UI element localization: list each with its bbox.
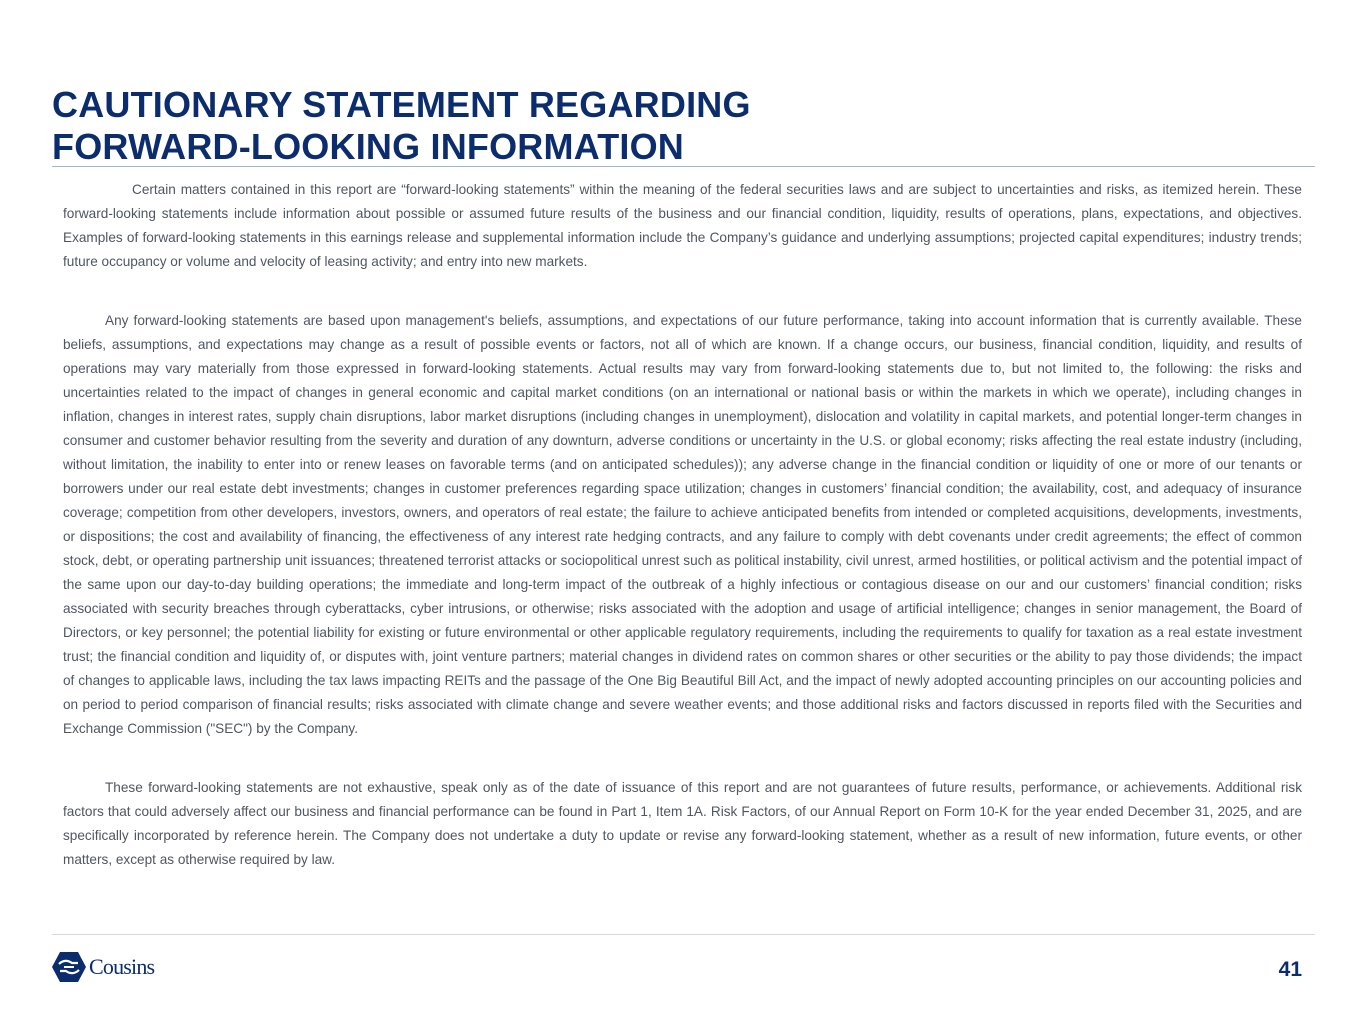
cautionary-statement-body — [63, 178, 1302, 872]
logo-wordmark: Cousins — [89, 954, 155, 979]
cousins-logo-icon — [52, 952, 86, 982]
page-title-line-1: CAUTIONARY STATEMENT REGARDING — [52, 84, 751, 125]
page-title — [52, 84, 751, 168]
footer-divider — [52, 934, 1315, 935]
paragraph-forward-looking-definition: Certain matters contained in this report are “forward-looking statements” within the meaning of the federal securities laws and are subject to uncertainties and risks, as itemized herein. These forward-looking statements include information about possible or assumed future results of the business and our financial condition, liquidity, results of operations, plans, expectations, and objectives. Examples of forward-looking statements in this earnings release and supplemental information include the Company’s guidance and underlying assumptions; projected capital expenditures; industry trends; future occupancy or volume and velocity of leasing activity; and entry into new markets. — [63, 182, 1302, 269]
company-logo — [52, 951, 154, 983]
paragraph-not-exhaustive: These forward-looking statements are not exhaustive, speak only as of the date of issuance of this report and are not guarantees of future results, performance, or achievements. Additional risk factors that could adversely affect our business and financial performance can be found in Part 1, Item 1A. Risk Factors, of our Annual Report on Form 10-K for the year ended December 31, 2025, and are specifically incorporated by reference herein. The Company does not undertake a duty to update or revise any forward-looking statement, whether as a result of new information, future events, or other matters, except as otherwise required by law. — [63, 780, 1302, 867]
title-divider — [52, 166, 1315, 167]
page-title-line-2: FORWARD-LOOKING INFORMATION — [52, 126, 685, 167]
page-number: 41 — [1278, 958, 1302, 981]
paragraph-risk-factors: Any forward-looking statements are based upon management's beliefs, assumptions, and expectations of our future performance, taking into account information that is currently available. These beliefs, assumptions, and expectations may change as a result of possible events or factors, not all of which are known. If a change occurs, our business, financial condition, liquidity, and results of operations may vary materially from those expressed in forward-looking statements. Actual results may vary from forward-looking statements due to, but not limited to, the following: the risks and uncertainties related to the impact of changes in general economic and capital market conditions (on an international or national basis or within the markets in which we operate), including changes in inflation, changes in interest rates, supply chain disruptions, labor market disruptions (including changes in unemployment), dislocation and volatility in capital markets, and potential longer-term changes in consumer and customer behavior resulting from the severity and duration of any downturn, adverse conditions or uncertainty in the U.S. or global economy; risks affecting the real estate industry (including, without limitation, the inability to enter into or renew leases on favorable terms (and on anticipated schedules)); any adverse change in the financial condition or liquidity of one or more of our tenants or borrowers under our real estate debt investments; changes in customer preferences regarding space utilization; changes in customers’ financial condition; the availability, cost, and adequacy of insurance coverage; competition from other developers, investors, owners, and operators of real estate; the failure to achieve anticipated benefits from intended or completed acquisitions, developments, investments, or dispositions; the cost and availability of financing, the effectiveness of any interest rate hedging contracts, and any failure to comply with debt covenants under credit agreements; the effect of common stock, debt, or operating partnership unit issuances; threatened terrorist attacks or sociopolitical unrest such as political instability, civil unrest, armed hostilities, or political activism and the potential impact of the same upon our day-to-day building operations; the immediate and long-term impact of the outbreak of a highly infectious or contagious disease on our and our customers’ financial condition; risks associated with security breaches through cyberattacks, cyber intrusions, or otherwise; risks associated with the adoption and usage of artificial intelligence; changes in senior management, the Board of Directors, or key personnel; the potential liability for existing or future environmental or other applicable regulatory requirements, including the requirements to qualify for taxation as a real estate investment trust; the financial condition and liquidity of, or disputes with, joint venture partners; material changes in dividend rates on common shares or other securities or the ability to pay those dividends; the impact of changes to applicable laws, including the tax laws impacting REITs and the passage of the One Big Beautiful Bill Act, and the impact of newly adopted accounting principles on our accounting policies and on period to period comparison of financial results; risks associated with climate change and severe weather events; and those additional risks and factors discussed in reports filed with the Securities and Exchange Commission ("SEC") by the Company. — [63, 313, 1302, 736]
